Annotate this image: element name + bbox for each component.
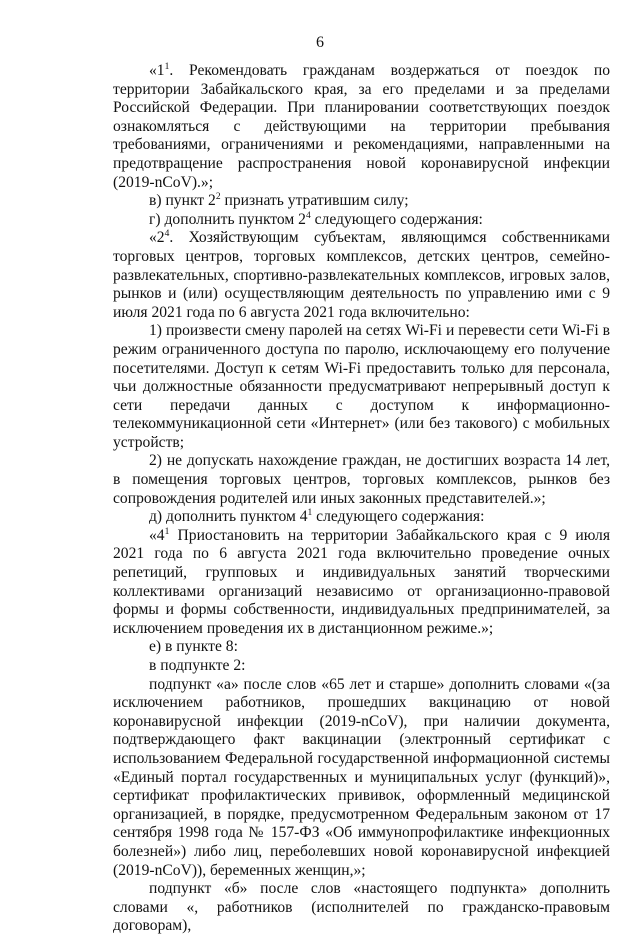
page-number: 6 bbox=[316, 34, 324, 51]
paragraph-item-v: в) пункт $2^2$ признать утратившим силу; bbox=[149, 191, 409, 210]
paragraph-item-g: г) дополнить пунктом $2^4$ следующего содержания: bbox=[149, 210, 483, 228]
paragraph-subpoint-b: подпункт «б» после слов «настоящего подпункта» дополнить словами «, работников (исполнителей по гражданско-правовым договорам), bbox=[113, 880, 610, 935]
paragraph-subpoint-a: подпункт «а» после слов «65 лет и старше» дополнить словами «(за исключением работников, прошедших вакцинацию от новой коронавирусной инфекции (2019-nCoV), при наличии документа, подтверждающего факт вакцинации (электронный сертификат с использованием Федеральной государственной информационной системы «Единый портал государственных и муниципальных услуг (функций)», сертификат профилактических прививок, оформленный медицинской организацией, в порядке, предусмотренном Федеральным законом от 17 сентября 1998 года № 157-ФЗ «Об иммунопрофилактике инфекционных болезней») либо лиц, переболевших новой коронавирусной инфекцией (2019-nCoV)), беременных женщин,»; bbox=[113, 675, 610, 879]
paragraph-item-d: д) дополнить пунктом $4^1$ следующего содержания: bbox=[149, 508, 485, 526]
paragraph-item-4-1: «$4^1$ Приостановить на территории Забайкальского края с 9 июля 2021 года по 6 августа 2021 года включительно проведение очных репетиций, групповых и индивидуальных занятий творческими коллективами организаций независимо от организационно-правовой формы и формы собственности, индивидуальных предпринимателей, за исключением проведения их в дистанционном режиме.»; bbox=[113, 526, 610, 637]
document-body bbox=[113, 62, 610, 936]
paragraph-subitem-2: 2) не допускать нахождение граждан, не достигших возраста 14 лет, в помещения торговых центров, торговых комплексов, рынков без сопровождения родителей или иных законных представителей.»; bbox=[113, 452, 610, 507]
paragraph-subitem-1: 1) произвести смену паролей на сетях Wi-Fi и перевести сети Wi-Fi в режим ограниченного доступа по паролю, исключающему его получение посетителями. Доступ к сетям Wi-Fi предоставить только для персонала, чьи должностные обязанности предусматривают непрерывный доступ к сети передачи данных с доступом к информационно-телекоммуникационной сети «Интернет» (или без такового) с мобильных устройств; bbox=[113, 322, 610, 451]
paragraph-item-1-1: «$1^1$. Рекомендовать гражданам воздержаться от поездок по территории Забайкальского края, за его пределами и за пределами Российской Федерации. При планировании соответствующих поездок ознакомляться с действующими на территории пребывания требованиями, ограничениями и рекомендациями, направленными на предотвращение распространения новой коронавирусной инфекции (2019-nCoV).»; bbox=[113, 61, 610, 191]
paragraph-subitem-2-heading: в подпункте 2: bbox=[149, 657, 246, 674]
paragraph-item-2-4: «$2^4$. Хозяйствующим субъектам, являющимся собственниками торговых центров, торговых комплексов, детских центров, семейно-развлекательных, спортивно-развлекательных комплексов, игровых залов, рынков и (или) осуществляющим деятельность по управлению ими с 9 июля 2021 года по 6 августа 2021 года включительно: bbox=[113, 229, 610, 321]
paragraph-item-e: е) в пункте 8: bbox=[149, 638, 238, 656]
